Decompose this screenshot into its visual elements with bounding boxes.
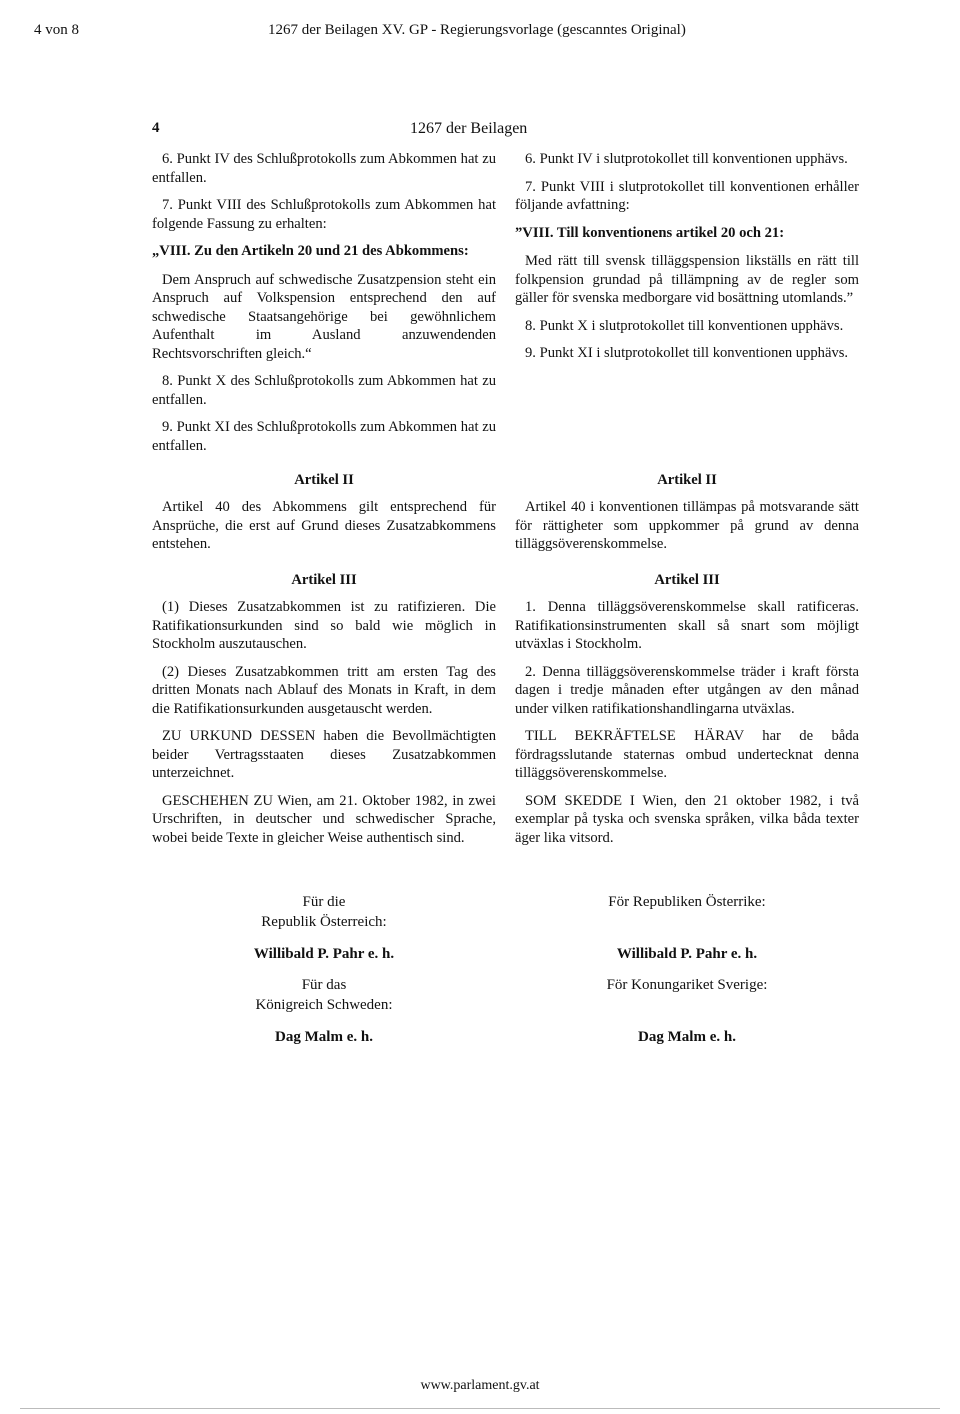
- sv-point-9: 9. Punkt XI i slutprotokollet till konventionen upphävs.: [525, 345, 849, 361]
- sv-viii-heading: ”VIII. Till konventionens artikel 20 och 21:: [515, 224, 785, 241]
- running-title: 1267 der Beilagen: [410, 120, 528, 137]
- sv-article-3-heading: Artikel III: [654, 572, 720, 588]
- de-point-6: 6. Punkt IV des Schlußprotokolls zum Abkommen hat zu entfallen.: [152, 151, 496, 186]
- sv-point-7: 7. Punkt VIII i slutprotokollet till konventionen erhåller följande avfattning:: [515, 178, 859, 213]
- de-article-3-para-2: (2) Dieses Zusatzabkommen tritt am ersten Tag des dritten Monats nach Ablauf des Monats in Kraft, in dem die Ratifikationsurkunden ausgetauscht werden.: [152, 663, 496, 717]
- de-article-2-text: Artikel 40 des Abkommens gilt entsprechend für Ansprüche, die erst auf Grund dieses Zusatzabkommens entstehen.: [152, 499, 496, 552]
- de-article-2: [152, 498, 496, 563]
- sv-article-3-para-2: 2. Denna tilläggsöverenskommelse träder i kraft första dagen i tredje månaden efter utgången av den månad under vilken ratifikationshandlingarna utväxlas.: [515, 663, 859, 717]
- sv-article-3-para-1: 1. Denna tilläggsöverenskommelse skall ratificeras. Ratifikationsinstrumenten skall så snart som möjligt utväxlas i Stockholm.: [515, 599, 859, 652]
- de-witness-clause: ZU URKUND DESSEN haben die Bevollmächtigten beider Vertragsstaaten dieses Zusatzabkommen unterzeichnet.: [152, 728, 496, 781]
- de-point-8: 8. Punkt X des Schlußprotokolls zum Abkommen hat zu entfallen.: [152, 373, 496, 408]
- de-article-3-heading: Artikel III: [291, 572, 357, 588]
- de-signature-sweden: [152, 975, 496, 1047]
- sv-done-clause: SOM SKEDDE I Wien, den 21 oktober 1982, i två exemplar på tyska och svenska språken, vilka båda texter äger lika vitsord.: [515, 792, 859, 846]
- sv-sig-sweden-line-1: För Konungariket Sverige:: [606, 977, 768, 993]
- sv-article-2-text: Artikel 40 i konventionen tillämpas på motsvarande sätt för rättigheter som uppkommer på grund av denna tilläggsöverenskommelse.: [515, 499, 859, 552]
- de-point-9: 9. Punkt XI des Schlußprotokolls zum Abkommen hat zu entfallen.: [152, 419, 496, 454]
- de-done-clause: GESCHEHEN ZU Wien, am 21. Oktober 1982, in zwei Urschriften, in deutscher und schwedischer Sprache, wobei beide Texte in gleicher Weise authentisch sind.: [152, 792, 496, 846]
- de-signature-austria: [152, 892, 496, 964]
- de-viii-heading: „VIII. Zu den Artikeln 20 und 21 des Abkommens:: [152, 243, 469, 259]
- sv-article-2-heading: Artikel II: [657, 472, 717, 488]
- sv-sig-austria-name: Willibald P. Pahr e. h.: [616, 946, 758, 962]
- page-number: 4: [152, 120, 160, 136]
- de-article-3-para-1: (1) Dieses Zusatzabkommen ist zu ratifizieren. Die Ratifikationsurkunden sind so bald wie möglich in Stockholm auszutauschen.: [152, 599, 496, 652]
- sv-article-2: [515, 498, 859, 563]
- sv-witness-clause: TILL BEKRÄFTELSE HÄRAV har de båda fördragsslutande staternas ombud undertecknat denna tilläggsöverenskommelse.: [515, 728, 859, 781]
- sv-sig-austria-line-1: För Republiken Österrike:: [608, 894, 766, 910]
- bottom-rule: [20, 1408, 940, 1409]
- sv-viii-text: Med rätt till svensk tilläggspension likställs en rätt till folkpension grundad på tillämpning av de regler som gäller för svenska medborgare vid bosättning utomlands.”: [515, 253, 859, 306]
- de-article-3: [152, 598, 496, 856]
- swedish-column-top: [515, 150, 859, 372]
- sv-point-6: 6. Punkt IV i slutprotokollet till konventionen upphävs.: [525, 151, 848, 167]
- de-viii-text: Dem Anspruch auf schwedische Zusatzpension steht ein Anspruch auf Volkspension entsprechend den auf schwedische Staatsangehörige bei gewöhnlichem Aufenthalt im Ausland anzuwendenden Rechtsvorschriften gleich.“: [152, 271, 496, 362]
- de-sig-austria-line-1: Für die: [302, 894, 346, 910]
- de-sig-sweden-line-2: Königreich Schweden:: [255, 997, 393, 1013]
- document-title: 1267 der Beilagen XV. GP - Regierungsvorlage (gescanntes Original): [268, 22, 686, 38]
- page-of-label: 4 von 8: [34, 22, 79, 38]
- sv-signature-austria: [515, 892, 859, 964]
- sv-signature-sweden: [515, 975, 859, 1047]
- sv-sig-sweden-name: Dag Malm e. h.: [638, 1029, 736, 1045]
- de-sig-sweden-name: Dag Malm e. h.: [275, 1029, 373, 1045]
- german-column-top: [152, 150, 496, 464]
- sv-point-8: 8. Punkt X i slutprotokollet till konventionen upphävs.: [525, 317, 844, 334]
- de-sig-austria-name: Willibald P. Pahr e. h.: [253, 946, 395, 962]
- sv-article-3: [515, 598, 859, 856]
- de-point-7: 7. Punkt VIII des Schlußprotokolls zum Abkommen hat folgende Fassung zu erhalten:: [152, 197, 496, 232]
- de-sig-sweden-line-1: Für das: [301, 977, 347, 993]
- de-article-2-heading: Artikel II: [294, 472, 354, 488]
- footer-url[interactable]: www.parlament.gv.at: [420, 1378, 540, 1393]
- de-sig-austria-line-2: Republik Österreich:: [261, 914, 387, 930]
